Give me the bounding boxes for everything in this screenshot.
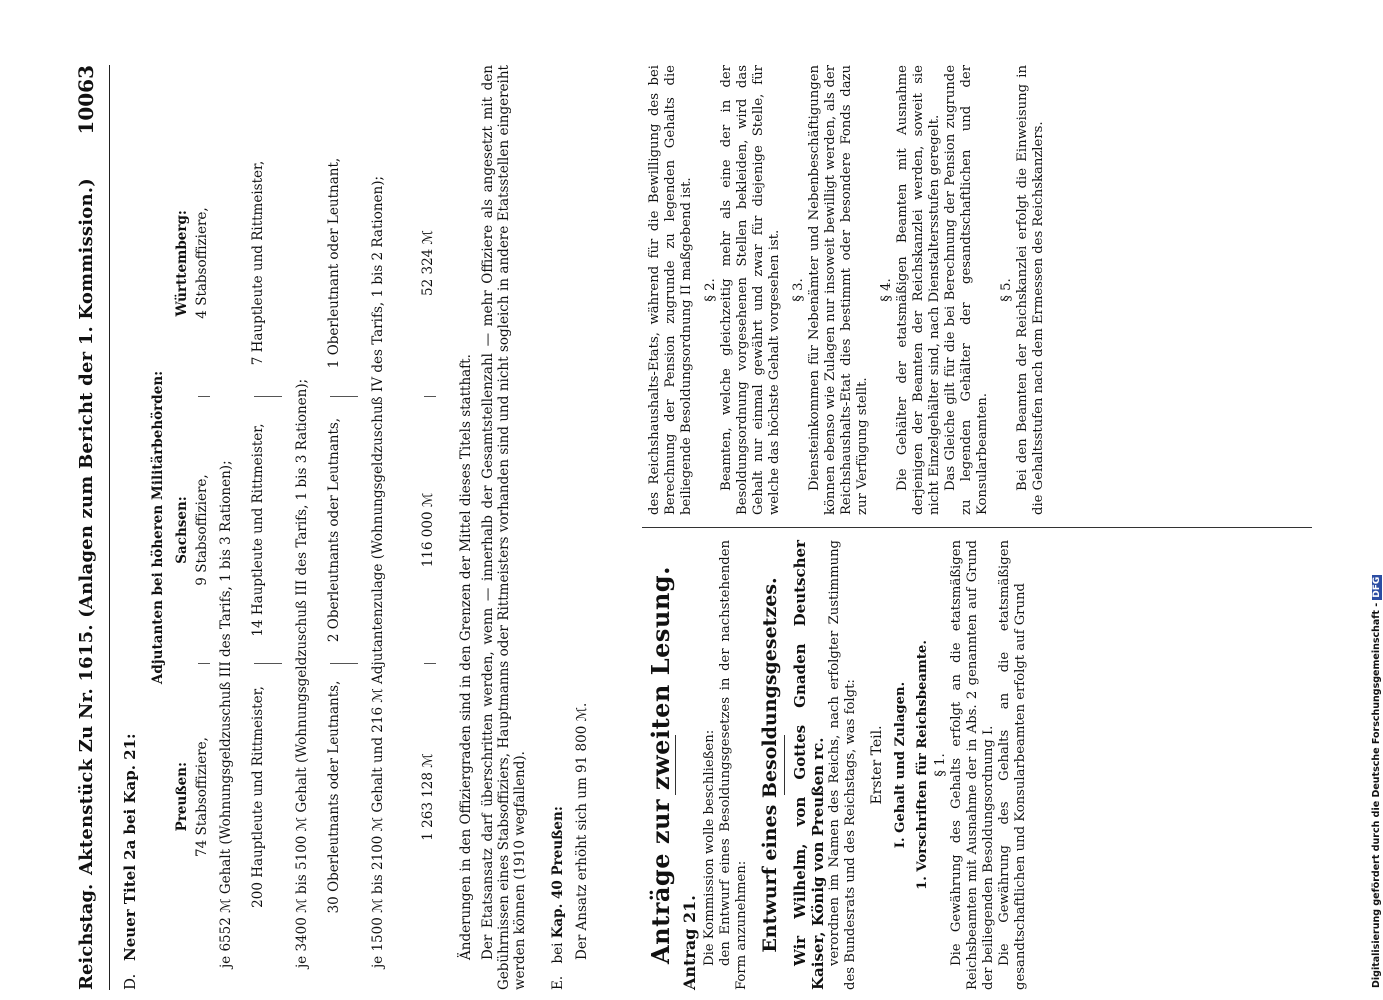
state-prussia: Preußen: [174,762,190,832]
row1-note: je 6552 ℳ Gehalt (Wohnungsgeldzuschuß III des Tarifs, 1 bis 3 Rationen); [218,460,234,968]
document-page [62,55,1322,1000]
section-d-para1: Änderungen in den Offiziergraden sind in den Grenzen der Mittel dieses Titels statthaft. [458,354,474,960]
cell: 9 Stabsoffiziere, [194,474,210,586]
sum-saxony: 116 000 ℳ [420,492,436,568]
cell: 1 Oberleutnant oder Leutnant, [326,157,342,369]
section-d-para2: Der Etatsansatz darf überschritten werden, wenn — innerhalb der Gesamtstellenzahl — mehr Offiziere als angesetzt mit den Gebührnissen eines Stabsoffiziers, Hauptmanns oder Rittmeisters vorhanden sind und nicht sogleich in andere Etatsstellen eingereiht werden können (1910 wegfallend). [480,65,528,990]
continuation-text: des Reichshaushalts-Etats, während für die Bewilligung des bei Berechnung der Pension zugrunde zu legenden Gehalts die beiliegende Besoldungsordnung II maßgebend ist. [647,65,694,515]
paragraph-5-text: Bei den Beamten der Reichskanzlei erfolgt die Einweisung in die Gehaltsstufen nach dem Ermessen des Reichskanzlers. [1015,65,1046,515]
paragraph-3-label: § 3. [791,278,806,302]
subchapter-heading: 1. Vorschriften für Reichsbeamte. [915,640,930,890]
section-e-letter: E. [550,975,566,990]
section-e-pre: bei [550,942,566,964]
funding-note [1371,575,1382,988]
state-saxony: Sachsen: [174,496,190,564]
running-header [70,65,110,990]
paragraph-1-text-2: Die Gewährung des Gehalts an die etatsmäßigen gesandtschaftlichen und Konsularbeamten erfolgt auf Grund [997,540,1028,990]
paragraph-5-label: § 5. [999,278,1014,302]
left-column [647,540,1307,990]
paragraph-1-label: § 1. [933,753,948,777]
preamble-text: verordnen im Namen des Reichs, nach erfolgter Zustimmung des Bundesrats und des Reichstags, was folgt: [827,540,858,990]
divider [784,735,785,795]
cell: 14 Hauptleute und Rittmeister, [250,423,266,637]
row2-note: je 3400 ℳ bis 5100 ℳ Gehalt (Wohnungsgeldzuschuß III des Tarifs, 1 bis 3 Rationen); [294,378,310,968]
budget-section [114,65,634,990]
paragraph-1-text: Die Gewährung des Gehalts erfolgt an die etatsmäßigen Reichsbeamten mit Ausnahme der in Abs. 2 genannten auf Grund der beiliegenden Besoldungsordnung I. [949,540,996,990]
law-title: Entwurf eines Besoldungsgesetzes. [759,577,781,953]
part-heading: Erster Teil. [869,725,885,805]
header-title: Aktenstück Zu Nr. 1615. (Anlagen zum Bericht der 1. Kommission.) [76,178,97,875]
cell: 2 Oberleutnants oder Leutnants, [326,417,342,643]
cell: 4 Stabsoffiziere, [194,207,210,319]
section-e-line: Der Ansatz erhöht sich um 91 800 ℳ. [574,702,590,960]
funding-stripe [1360,0,1383,1000]
row-stabsoffiziere [194,130,214,930]
divider [675,735,676,795]
header-left: Reichstag. [76,883,97,990]
row-sums [420,130,440,930]
commission-intro-2: den Entwurf eines Besoldungsgesetzes in der nachstehenden Form anzunehmen: [718,540,749,990]
section-d-letter: D. [121,973,139,990]
cell: 200 Hauptleute und Rittmeister, [250,686,266,908]
section-d-title: Neuer Titel 2a bei Kap. 21: [121,733,139,961]
proposals-heading: Anträge zur zweiten Lesung. [646,566,675,964]
page-number: 10063 [74,65,98,135]
paragraph-4-text: Die Gehälter der etatsmäßigen Beamten mit Ausnahme derjenigen der Beamten der Reichskanzlei werden, soweit sie nicht Einzelgehälter sind, nach Dienstaltersstufen geregelt. [895,65,942,515]
section-e-title: Kap. 40 Preußen: [550,806,566,939]
sum-prussia: 1 263 128 ℳ [420,753,436,841]
paragraph-4-text-2: Das Gleiche gilt für die bei Berechnung der Pension zugrunde zu legenden Gehälter der gesandtschaftlichen und der Konsularbeamten. [943,65,990,515]
paragraph-3-text: Diensteinkommen für Nebenämter und Nebenbeschäftigungen können ebenso wie Zulagen nur insoweit bewilligt werden, als der Reichshaushalts-Etat dies bestimmt oder besondere Fonds dazu zur Verfügung stellt. [807,65,870,515]
commission-intro: Die Kommission wolle beschließen: [702,729,717,966]
preamble-title: Wir Wilhelm, von Gottes Gnaden Deutscher Kaiser, König von Preußen rc. [791,540,827,990]
section-d-subtitle: Adjutanten bei höheren Militärbehörden: [150,370,166,685]
row-hauptleute [250,130,286,930]
column-divider [642,527,1312,528]
section-d-heading [122,733,138,990]
dfg-logo: DFG [1372,576,1382,598]
state-wuerttemberg: Württemberg: [174,210,190,317]
cell: 7 Hauptleute und Rittmeister, [250,160,266,366]
paragraph-2-label: § 2. [703,278,718,302]
row-leutnants [326,130,362,930]
section-e-heading [550,806,566,990]
right-column [647,65,1307,515]
paragraph-2-text: Beamten, welche gleichzeitig mehr als eine der in der Besoldungsordnung vorgesehenen Stellen bekleiden, wird das Gehalt nur einmal gewährt und zwar für diejenige Stelle, für welche das höchste Gehalt vorgesehen ist. [719,65,782,515]
row3-note: je 1500 ℳ bis 2100 ℳ Gehalt und 216 ℳ Adjutantenzulage (Wohnungsgeldzuschuß IV des Tarifs, 1 bis 2 Rationen); [370,175,386,968]
cell: 30 Oberleutnants oder Leutnants, [326,680,342,914]
paragraph-4-label: § 4. [879,278,894,302]
sum-wuerttemberg: 52 324 ℳ [420,230,436,296]
antrag-label: Antrag 21. [680,895,699,990]
state-headers [174,130,192,930]
funding-text: Digitalisierung gefördert durch die Deutsche Forschungsgemeinschaft - [1371,602,1382,988]
cell: 74 Stabsoffiziere, [194,737,210,857]
chapter-heading: I. Gehalt und Zulagen. [893,681,908,849]
